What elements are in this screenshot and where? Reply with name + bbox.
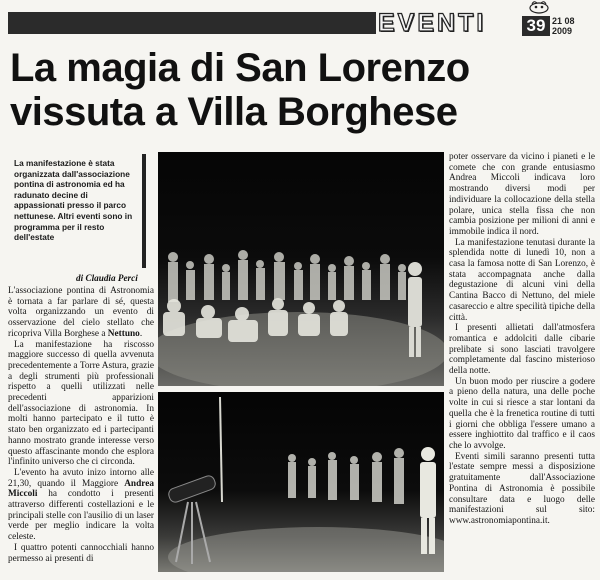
paragraph-text: L'evento ha avuto inizo intorno alle 21,30, quando il Maggiore [8,467,154,489]
paragraph-text: ha condotto i presenti attraverso differenti costellazioni e le principali stelle con l'ausilio di un laser verde per meglio indicare la volta celeste. [8,489,154,543]
headline [10,46,595,134]
article-column-right [449,152,595,527]
paragraph: Eventi simili saranno presenti tutta l'estate sempre messi a disposizione gratuitamente dall'Associazione Pontina di Astronomia è possibile consultare data e luogo delle manifestazioni sul sito: www.astronomiapontina.it. [449,451,595,526]
photo-telescopes [158,392,444,572]
person-name: Andrea Miccoli [8,478,154,500]
paragraph: poter osservare da vicino i pianeti e le comete che con grande entusiasmo Andrea Miccoli indicava loro mostrando diversi modi per individuare la collocazione della stella polare, unica stella fissa che non cambia posizione per milioni di anni e immobile indica il nord. [449,152,595,237]
paragraph: La manifestazione ha riscosso maggiore successo di quella avvenuta precedentemente a Torre Astura, grazie a degli strumenti più professionali rispetto a quelli utilizzati nelle precedenti apparizioni dell'associazione di astronomia. In molti hanno partecipato e il tutto è stato ben organizzato ed i partecipanti hanno mostrato grande interesse verso questo affascinante mondo che esplora l'infinito universo che ci circonda. [8,339,154,468]
issue-date [552,16,594,36]
section-title: EVENTI [378,9,487,37]
paragraph: La manifestazione tenutasi durante la splendida notte di lunedì 10, non a casa la famosa notte di San Lorenzo, è stata accompagnata anche dalla degustazione di alcuni vini della Cantina Bacco di Nettuno, del miele casareccio e altre specilità tipiche della città. [449,237,595,323]
paragraph: I quattro potenti cannocchiali hanno permesso ai presenti di [8,542,154,564]
paragraph: Un buon modo per riuscire a godere a pieno della natura, una delle poche volte in cui si riesce a star lontani da quella che è la frenetica routine di tutti i giorni che obbliga l'essere umano a essere inghiottito dal traffico e il caos che lo avvolge. [449,376,595,451]
headline-line-2: vissuta a Villa Borghese [10,90,458,134]
photo-telescopes-image [158,392,444,572]
paragraph-text: . [139,328,143,339]
paragraph: I presenti allietati dall'atmosfera romantica e addolciti dalle cibarie prelibate si sono lasciati travolgere completamente dal fascino misterioso della notte. [449,323,595,377]
paragraph [8,468,154,543]
paragraph-text: L'associazione pontina di Astronomia è tornata a far parlare di sé, questa volta organizzando un evento di osservazione del cielo stellato che ricopriva Villa Borghese a [8,286,154,339]
byline: di Claudia Perci [76,273,138,283]
paragraph [8,286,154,340]
lead-summary: La manifestazione è stata organizzata dall'associazione pontina di astronomia ed ha radunato decine di appassionati presso il parco nettunese. Altri eventi sono in programma per il resto dell'estate [8,154,146,268]
header-bar [8,12,376,34]
article-column-left [8,286,154,564]
headline-line-1: La magia di San Lorenzo [10,46,470,90]
page-number: 39 [522,16,550,36]
issue-date-day: 21 08 [552,16,575,26]
photo-crowd [158,152,444,386]
issue-date-year: 2009 [552,26,573,36]
mascot-logo-icon [527,0,551,14]
place-name: Nettuno [107,328,140,339]
photo-crowd-image [158,152,444,386]
